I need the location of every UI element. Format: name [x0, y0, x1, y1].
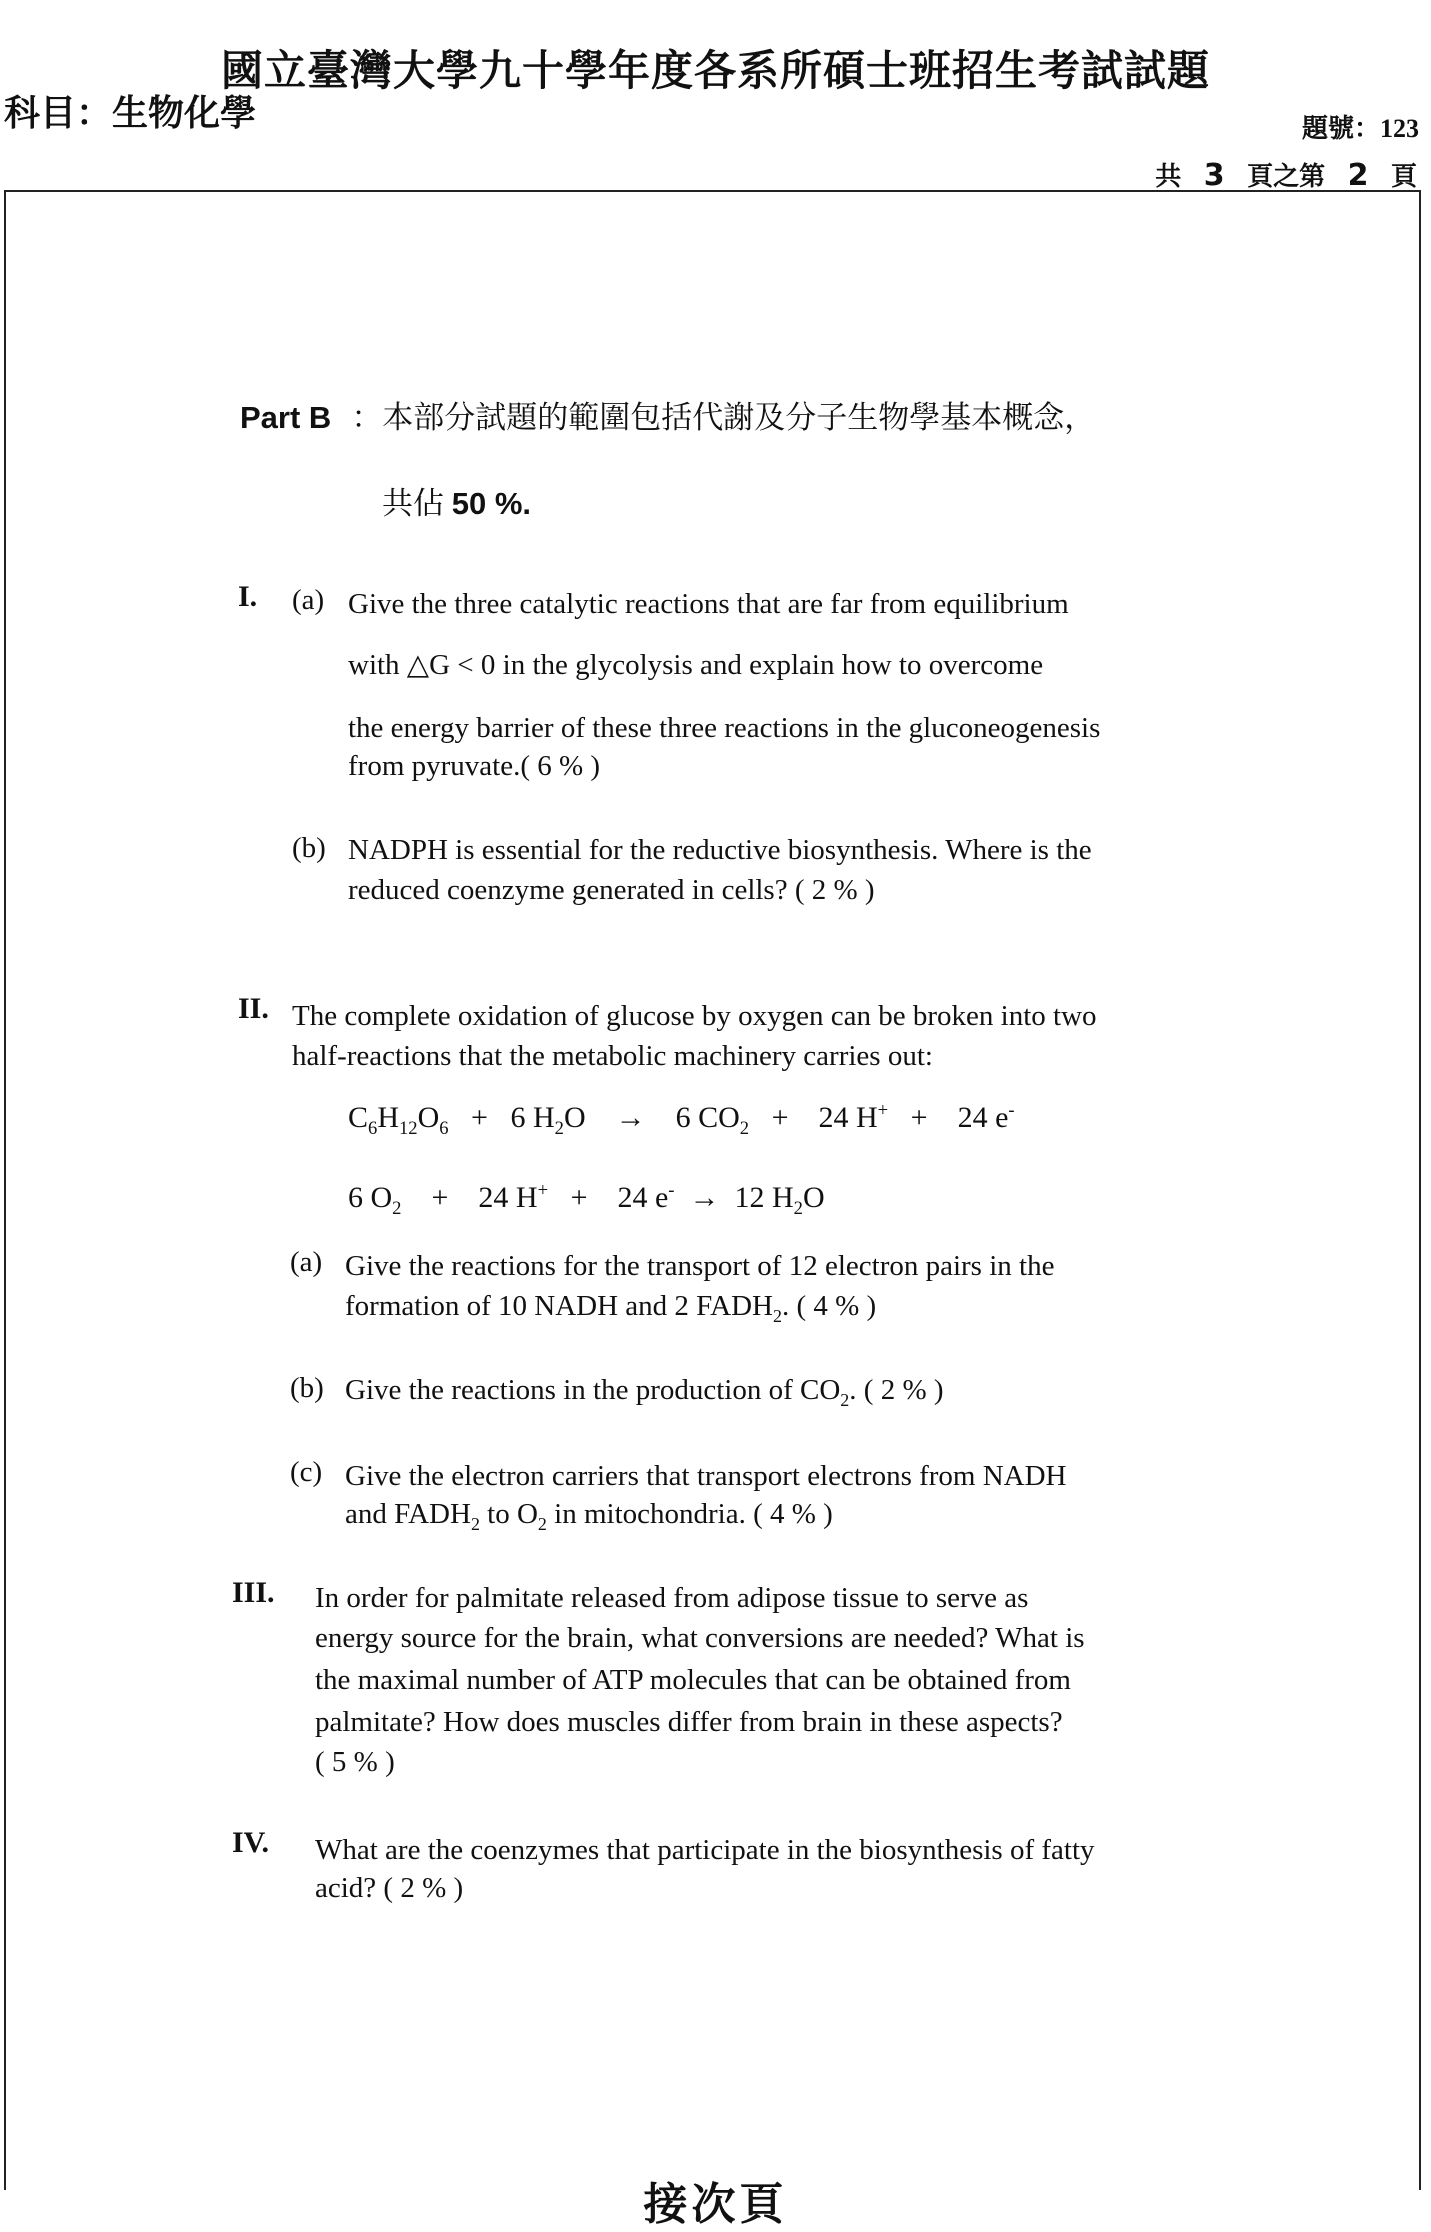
equation-2: 6 $O_2$ + 24 H+ + 24 e- → 12 $H_2O$	[348, 1180, 825, 1219]
q2-b-line-pre: Give the reactions in the production of CO	[345, 1374, 841, 1406]
q2-c-line2-post: in mitochondria. ( 4 % )	[546, 1498, 833, 1530]
q1-b-line2: reduced coenzyme generated in cells? ( 2 % )	[348, 874, 875, 906]
q3-line2: energy source for the brain, what conversions are needed? What is	[315, 1622, 1085, 1654]
q3-line5: ( 5 % )	[315, 1746, 395, 1778]
part-b-label: Part B	[240, 400, 332, 435]
q2-number: II.	[238, 992, 269, 1025]
q2-c-line2-mid: to O	[479, 1498, 538, 1530]
part-b-weight	[382, 478, 531, 523]
q2-intro-line2: half-reactions that the metabolic machinery carries out:	[292, 1040, 933, 1072]
page-suffix: 頁	[1390, 162, 1417, 191]
part-b-weight-prefix: 共佔	[382, 486, 444, 521]
q1-a-line3: the energy barrier of these three reactions in the gluconeogenesis	[348, 712, 1101, 744]
q2-c-line2-pre: and FADH	[345, 1498, 471, 1530]
next-page-note: 接次頁	[643, 2180, 788, 2229]
q3-line1: In order for palmitate released from adipose tissue to serve as	[315, 1582, 1029, 1614]
page-total-prefix: 共	[1155, 162, 1182, 191]
q1-a-label: (a)	[292, 584, 325, 616]
q4-line1: What are the coenzymes that participate in the biosynthesis of fatty	[315, 1834, 1095, 1866]
q1-a-line4: from pyruvate.( 6 % )	[348, 750, 601, 782]
q2-intro-line1: The complete oxidation of glucose by oxygen can be broken into two	[292, 1000, 1097, 1032]
q2-a-line2: formation of 10 NADH and 2 $FADH_2$. ( 4 % )	[345, 1290, 877, 1326]
q2-a-line1: Give the reactions for the transport of 12 electron pairs in the	[345, 1250, 1055, 1282]
q2-a-line2-pre: formation of 10 NADH and 2 FADH	[345, 1290, 773, 1322]
question-number: 題號：123	[1301, 114, 1419, 143]
exam-title: 國立臺灣大學九十學年度各系所碩士班招生考試試題	[220, 49, 1210, 95]
q2-b-line-post: . ( 2 % )	[849, 1374, 944, 1406]
page-mid: 頁之第	[1247, 162, 1326, 191]
page-total: 3	[1203, 158, 1225, 193]
q2-b-label: (b)	[290, 1372, 324, 1404]
q3-number: III.	[232, 1576, 275, 1609]
subject-label: 科目：生物化學	[4, 93, 257, 133]
q1-number: I.	[238, 580, 258, 613]
q1-b-line1: NADPH is essential for the reductive biosynthesis. Where is the	[348, 834, 1092, 866]
q4-line2: acid? ( 2 % )	[315, 1872, 464, 1904]
q4-number: IV.	[232, 1826, 269, 1859]
q3-line3: the maximal number of ATP molecules that can be obtained from	[315, 1664, 1071, 1696]
q3-line4: palmitate? How does muscles differ from brain in these aspects?	[315, 1706, 1063, 1738]
q2-c-label: (c)	[290, 1456, 323, 1488]
part-b-heading	[240, 392, 1095, 437]
equation-1: $C_6H_{12}O_6 + 6$ $H_2O$ → 6 $CO_2$ + 24 H+ + 24 e-	[348, 1100, 1015, 1139]
page-info	[1155, 156, 1417, 193]
q2-a-line2-post: . ( 4 % )	[781, 1290, 877, 1322]
q2-b-line: Give the reactions in the production of $CO_2$. ( 2 % )	[345, 1374, 944, 1410]
part-b-desc: ：本部分試題的範圍包括代謝及分子生物學基本概念，	[351, 400, 1096, 435]
q1-a-line1: Give the three catalytic reactions that are far from equilibrium	[348, 588, 1069, 620]
q2-c-line2: and $FADH_2$ to $O_2$ in mitochondria. ( 4 % )	[345, 1498, 833, 1534]
q2-c-line1: Give the electron carriers that transport electrons from NADH	[345, 1460, 1067, 1492]
q1-b-label: (b)	[292, 832, 326, 864]
part-b-weight-value: 50 %.	[451, 486, 532, 521]
q1-a-line2: with △G < 0 in the glycolysis and explain how to overcome	[348, 649, 1044, 681]
page-current: 2	[1347, 158, 1369, 193]
q2-a-label: (a)	[290, 1246, 323, 1278]
